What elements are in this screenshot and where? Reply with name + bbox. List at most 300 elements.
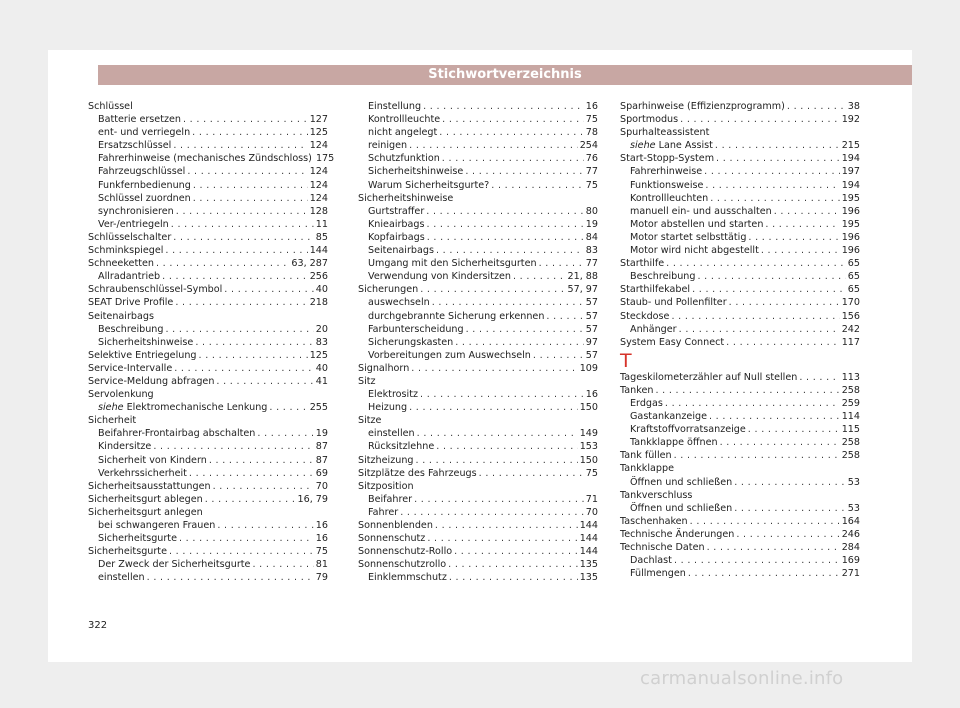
index-entry <box>358 414 598 427</box>
entry-label: Kontrollleuchte <box>368 114 441 126</box>
index-entry <box>88 506 328 519</box>
entry-label: Heizung <box>368 402 408 414</box>
index-entry <box>88 231 328 244</box>
page-reference: 192 <box>841 114 860 126</box>
index-page <box>48 50 912 662</box>
index-subentry <box>88 113 328 126</box>
index-subentry <box>358 231 598 244</box>
page-reference: 65 <box>847 258 860 270</box>
entry-label: Dachlast <box>630 555 672 567</box>
index-entry <box>88 388 328 401</box>
dot-leader <box>416 454 578 467</box>
entry-label: Elektrositz <box>368 389 419 401</box>
index-subentry <box>620 179 860 192</box>
entry-label: durchgebrannte Sicherung erkennen <box>368 310 545 322</box>
index-entry <box>358 532 598 545</box>
page-reference: 57, 97 <box>567 284 598 296</box>
dot-leader <box>436 244 584 257</box>
dot-leader <box>761 244 840 257</box>
entry-label: nicht angelegt <box>368 127 438 139</box>
page-reference: 127 <box>309 114 328 126</box>
dot-leader <box>546 310 583 323</box>
index-subentry <box>358 493 598 506</box>
page-reference: 258 <box>841 450 860 462</box>
page-reference: 53 <box>847 476 860 488</box>
entry-label: Start-Stopp-System <box>620 153 715 165</box>
dot-leader <box>156 257 289 270</box>
dot-leader <box>666 257 846 270</box>
index-subentry <box>358 205 598 218</box>
entry-label: Tankklappe öffnen <box>630 437 718 449</box>
index-subentry <box>620 397 860 410</box>
page-reference: 144 <box>579 533 598 545</box>
index-subentry <box>88 571 328 584</box>
index-entry <box>88 414 328 427</box>
index-entry <box>88 362 328 375</box>
page-reference: 125 <box>309 349 328 361</box>
dot-leader <box>195 336 313 349</box>
dot-leader <box>442 113 584 126</box>
dot-leader <box>257 427 313 440</box>
index-entry <box>620 257 860 270</box>
dot-leader <box>454 545 578 558</box>
index-entry <box>88 375 328 388</box>
entry-label: Sparhinweise (Effizienzprogramm) <box>620 101 785 112</box>
entry-label: Seitenairbags <box>88 310 154 322</box>
entry-label: Staub- und Pollenfilter <box>620 297 727 309</box>
page-reference: 84 <box>585 231 598 243</box>
index-subentry <box>358 296 598 309</box>
dot-leader <box>436 440 577 453</box>
page-reference: 124 <box>309 179 328 191</box>
dot-leader <box>729 296 840 309</box>
page-title: Stichwortverzeichnis <box>428 67 582 82</box>
entry-label: SEAT Drive Profile <box>88 297 174 309</box>
index-subentry <box>358 126 598 139</box>
entry-label: Sicherheitsausstattungen <box>88 480 211 492</box>
dot-leader <box>173 231 314 244</box>
index-entry <box>620 541 860 554</box>
index-entry <box>88 493 328 506</box>
dot-leader <box>449 571 578 584</box>
page-reference: 81 <box>315 559 328 571</box>
entry-label: Anhänger <box>630 323 677 335</box>
index-entry <box>88 480 328 493</box>
see-reference: siehe <box>98 402 124 414</box>
entry-label: Sicherheit <box>88 415 137 427</box>
page-reference: 40 <box>315 284 328 296</box>
dot-leader <box>162 270 308 283</box>
dot-leader <box>224 283 313 296</box>
page-reference: 16, 79 <box>297 493 328 505</box>
dot-leader <box>671 310 839 323</box>
page-reference: 256 <box>309 271 328 283</box>
dot-leader <box>411 362 577 375</box>
entry-label: Sicherheitsgurte <box>98 533 177 545</box>
dot-leader <box>420 283 565 296</box>
page-reference: 115 <box>841 424 860 436</box>
index-entry <box>358 558 598 571</box>
dot-leader <box>192 126 308 139</box>
index-subentry <box>88 532 328 545</box>
index-subentry <box>620 567 860 580</box>
entry-label: Allradantrieb <box>98 271 161 283</box>
entry-label: Einklemmschutz <box>368 572 447 584</box>
index-subentry <box>88 440 328 453</box>
entry-label: Gastankanzeige <box>630 411 707 423</box>
entry-label: System Easy Connect <box>620 336 725 348</box>
dot-leader <box>165 244 307 257</box>
index-subentry <box>358 179 598 192</box>
dot-leader <box>736 528 839 541</box>
dot-leader <box>707 541 840 554</box>
index-subentry <box>620 192 860 205</box>
page-reference: 144 <box>579 546 598 558</box>
index-entry <box>358 545 598 558</box>
dot-leader <box>734 476 846 489</box>
dot-leader <box>734 502 846 515</box>
dot-leader <box>533 349 584 362</box>
entry-label: Sonnenschutz <box>358 533 426 545</box>
dot-leader <box>715 139 840 152</box>
page-reference: 284 <box>841 542 860 553</box>
page-reference: 128 <box>309 205 328 217</box>
index-entry <box>620 384 860 397</box>
dot-leader <box>409 401 578 414</box>
page-reference: 195 <box>841 192 860 204</box>
page-reference: 117 <box>841 336 860 348</box>
dot-leader <box>217 519 313 532</box>
page-reference: 246 <box>841 528 860 540</box>
dot-leader <box>513 270 566 283</box>
index-subentry <box>620 423 860 436</box>
page-reference: 169 <box>841 555 860 567</box>
entry-label: Technische Änderungen <box>620 528 735 540</box>
entry-label: Tageskilometerzähler auf Null stellen <box>620 371 798 383</box>
page-reference: 175 <box>315 153 335 165</box>
dot-leader <box>174 362 314 375</box>
entry-label: Selektive Entriegelung <box>88 349 197 361</box>
index-entry <box>620 336 860 349</box>
index-subentry <box>88 336 328 349</box>
page-reference: 215 <box>841 140 860 152</box>
index-column-1 <box>88 100 335 584</box>
index-subentry <box>358 323 598 336</box>
index-subentry <box>88 165 328 178</box>
index-subentry <box>88 139 328 152</box>
page-reference: 76 <box>585 153 598 165</box>
entry-label: Rücksitzlehne <box>368 441 435 453</box>
page-reference: 57 <box>585 310 598 322</box>
dot-leader <box>709 410 840 423</box>
index-entry <box>358 283 598 296</box>
dot-leader <box>173 139 307 152</box>
dot-leader <box>455 336 584 349</box>
entry-label: Motor wird nicht abgestellt <box>630 245 759 257</box>
entry-label: Beschreibung <box>98 323 164 335</box>
index-subentry <box>88 454 328 467</box>
entry-label: Service-Meldung abfragen <box>88 375 215 387</box>
dot-leader <box>690 515 840 528</box>
entry-label: Sicherheitsgurt ablegen <box>88 493 203 505</box>
index-subentry <box>358 218 598 231</box>
dot-leader <box>426 205 584 218</box>
entry-label: Tanken <box>620 384 654 396</box>
entry-label: Fahrerhinweise (mechanisches Zündschloss) <box>98 153 312 165</box>
dot-leader <box>435 519 578 532</box>
dot-leader <box>427 231 584 244</box>
page-reference: 153 <box>579 441 598 453</box>
entry-label: Erdgas <box>630 397 663 409</box>
page-reference: 38 <box>847 101 860 112</box>
page-reference: 194 <box>841 153 860 165</box>
page-reference: 65 <box>847 284 860 296</box>
index-subentry <box>358 257 598 270</box>
dot-leader <box>427 532 577 545</box>
dot-leader <box>414 493 584 506</box>
entry-label: Tank füllen <box>620 450 672 462</box>
index-subentry <box>88 179 328 192</box>
entry-label: Sicherheitshinweise <box>98 336 194 348</box>
dot-leader <box>432 296 584 309</box>
entry-label: Ersatzschlüssel <box>98 140 172 152</box>
dot-leader <box>171 218 314 231</box>
section-letter: T <box>620 349 632 372</box>
page-reference: 77 <box>585 258 598 270</box>
page-reference: 156 <box>841 310 860 322</box>
index-entry <box>88 349 328 362</box>
entry-label: Sitzposition <box>358 480 414 492</box>
page-reference: 124 <box>309 140 328 152</box>
entry-label: ent- und verriegeln <box>98 127 191 139</box>
entry-label: Sicherheitsgurte <box>88 546 167 558</box>
entry-label: Sicherheitsgurt anlegen <box>88 506 203 518</box>
dot-leader <box>710 192 839 205</box>
index-subentry <box>88 558 328 571</box>
entry-label: Beifahrer <box>368 493 413 505</box>
entry-label: Sportmodus <box>620 114 679 126</box>
entry-label: Starthilfe <box>620 258 665 270</box>
index-subentry <box>88 401 328 414</box>
page-reference: 83 <box>585 245 598 257</box>
dot-leader <box>692 283 846 296</box>
page-reference: 85 <box>315 231 328 243</box>
page-reference: 242 <box>841 323 860 335</box>
index-entry <box>620 462 860 475</box>
index-subentry <box>620 165 860 178</box>
page-reference: 114 <box>841 411 860 423</box>
entry-label: Schminkspiegel <box>88 245 164 257</box>
index-subentry <box>620 436 860 449</box>
entry-label: Taschenhaken <box>620 515 688 527</box>
dot-leader <box>213 480 314 493</box>
page-reference: 16 <box>315 533 328 545</box>
page-reference: 150 <box>579 402 598 414</box>
dot-leader <box>679 323 840 336</box>
dot-leader <box>423 100 584 113</box>
entry-label: Batterie ersetzen <box>98 114 181 126</box>
index-subentry <box>358 152 598 165</box>
entry-label: Knieairbags <box>368 218 425 230</box>
index-entry <box>358 375 598 388</box>
dot-leader <box>216 375 313 388</box>
entry-label: Signalhorn <box>358 362 410 374</box>
entry-label: Fahrer <box>368 506 399 518</box>
entry-label: Vorbereitungen zum Auswechseln <box>368 349 531 361</box>
page-reference: 41 <box>315 375 328 387</box>
index-subentry <box>88 218 328 231</box>
watermark: carmanualsonline.info <box>640 668 844 689</box>
page-reference: 21, 88 <box>567 271 598 283</box>
index-entry <box>620 489 860 502</box>
index-entry <box>620 152 860 165</box>
entry-label: Service-Intervalle <box>88 362 173 374</box>
page-reference: 87 <box>315 441 328 453</box>
index-subentry <box>88 192 328 205</box>
entry-label: Schlüsselschalter <box>88 231 172 243</box>
page-reference: 16 <box>315 520 328 531</box>
dot-leader <box>199 349 308 362</box>
dot-leader <box>439 126 583 139</box>
entry-label: bei schwangeren Frauen <box>98 520 216 531</box>
page-reference: 71 <box>585 493 598 505</box>
entry-label: Motor abstellen und starten <box>630 218 764 230</box>
dot-leader <box>787 100 846 113</box>
page-reference: 53 <box>847 502 860 514</box>
page-reference: 77 <box>585 166 598 178</box>
index-subentry <box>358 100 598 113</box>
page-reference: 40 <box>315 362 328 374</box>
page-reference: 194 <box>841 179 860 191</box>
dot-leader <box>252 558 313 571</box>
page-reference: 144 <box>309 245 328 257</box>
index-subentry <box>358 336 598 349</box>
index-entry <box>620 126 860 139</box>
page-reference: 69 <box>315 467 328 479</box>
dot-leader <box>400 506 584 519</box>
index-subentry <box>358 270 598 283</box>
page-reference: 259 <box>841 397 860 409</box>
index-entry <box>620 310 860 323</box>
page-reference: 135 <box>579 572 598 584</box>
dot-leader <box>183 113 308 126</box>
page-reference: 80 <box>585 205 598 217</box>
dot-leader <box>726 336 840 349</box>
index-subentry <box>358 244 598 257</box>
entry-label: Tankverschluss <box>620 489 693 501</box>
index-subentry <box>358 139 598 152</box>
page-reference: 195 <box>841 218 860 230</box>
dot-leader <box>165 323 313 336</box>
index-subentry <box>88 519 328 532</box>
entry-label: Sicherheitshinweise <box>368 166 464 178</box>
index-column-3 <box>620 100 860 580</box>
entry-label: Sonnenblenden <box>358 520 433 531</box>
entry-label: Motor startet selbsttätig <box>630 231 747 243</box>
index-entry <box>620 515 860 528</box>
index-subentry <box>358 113 598 126</box>
index-subentry <box>88 270 328 283</box>
index-subentry <box>358 401 598 414</box>
page-reference: 258 <box>841 437 860 449</box>
entry-label: Verwendung von Kindersitzen <box>368 271 511 283</box>
index-subentry <box>358 506 598 519</box>
index-entry <box>88 100 328 113</box>
dot-leader <box>448 558 578 571</box>
page-reference: 57 <box>585 323 598 335</box>
index-subentry <box>620 410 860 423</box>
dot-leader <box>153 440 313 453</box>
entry-label: Funktionsweise <box>630 179 704 191</box>
index-entry <box>620 371 860 384</box>
index-subentry <box>88 126 328 139</box>
entry-label: Starthilfekabel <box>620 284 691 296</box>
entry-label: Schneeketten <box>88 258 154 270</box>
dot-leader <box>187 165 307 178</box>
page-reference: 65 <box>847 271 860 283</box>
page-reference: 57 <box>585 297 598 309</box>
dot-leader <box>680 113 840 126</box>
index-subentry <box>620 244 860 257</box>
page-reference: 11 <box>315 218 328 230</box>
dot-leader <box>748 423 840 436</box>
entry-label: reinigen <box>368 140 408 152</box>
entry-label: Kraftstoffvorratsanzeige <box>630 424 746 436</box>
page-reference: 78 <box>585 127 598 139</box>
page-reference: 75 <box>585 114 598 126</box>
entry-label: Schutzfunktion <box>368 153 440 165</box>
entry-label: Tankklappe <box>620 463 674 475</box>
dot-leader <box>466 323 584 336</box>
page-reference: 125 <box>309 127 328 139</box>
entry-label: Schlüssel <box>88 101 133 112</box>
index-subentry <box>620 231 860 244</box>
dot-leader <box>697 270 845 283</box>
index-subentry <box>88 467 328 480</box>
dot-leader <box>748 231 839 244</box>
index-entry <box>358 362 598 375</box>
dot-leader <box>417 427 578 440</box>
page-reference: 70 <box>315 480 328 492</box>
entry-label: Fahrzeugschlüssel <box>98 166 186 178</box>
index-entry <box>620 528 860 541</box>
entry-label: Steckdose <box>620 310 670 322</box>
entry-label: Umgang mit den Sicherheitsgurten <box>368 258 537 270</box>
dot-leader <box>479 467 584 480</box>
page-reference: 150 <box>579 454 598 466</box>
entry-label: auswechseln <box>368 297 430 309</box>
dot-leader <box>175 296 307 309</box>
page-reference: 83 <box>315 336 328 348</box>
page-reference: 271 <box>841 568 860 580</box>
dot-leader <box>674 449 840 462</box>
page-reference: 19 <box>315 428 328 440</box>
index-subentry <box>358 427 598 440</box>
dot-leader <box>491 179 584 192</box>
page-header <box>98 65 912 85</box>
index-subentry <box>358 310 598 323</box>
entry-label: Seitenairbags <box>368 245 434 257</box>
index-entry <box>88 310 328 323</box>
index-entry <box>620 449 860 462</box>
entry-label: Öffnen und schließen <box>630 476 733 488</box>
page-reference: 196 <box>841 205 860 217</box>
index-subentry <box>358 349 598 362</box>
page-reference: 16 <box>585 101 598 112</box>
page-reference: 57 <box>585 349 598 361</box>
dot-leader <box>420 388 584 401</box>
index-entry <box>88 283 328 296</box>
